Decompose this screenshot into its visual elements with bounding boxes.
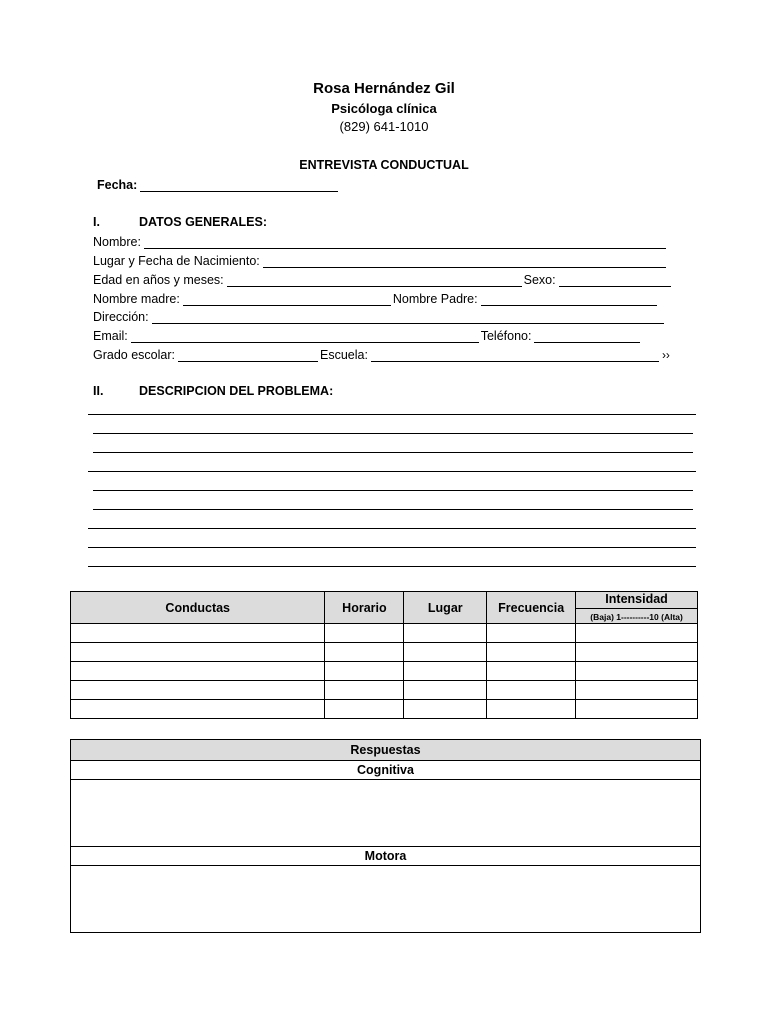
section-datos-generales	[93, 215, 267, 229]
col-frecuencia: Frecuencia	[487, 592, 576, 624]
sexo-label: Sexo:	[523, 273, 556, 287]
table-cell[interactable]	[576, 624, 698, 643]
problem-line[interactable]	[88, 471, 696, 472]
col-intensidad	[576, 592, 698, 624]
table-row	[71, 662, 698, 681]
cognitiva-box[interactable]	[71, 780, 701, 847]
email-label: Email:	[93, 329, 128, 343]
nombre-padre-label: Nombre Padre:	[392, 292, 478, 306]
section-2-title: DESCRIPCION DEL PROBLEMA:	[139, 384, 334, 398]
table-cell[interactable]	[71, 700, 325, 719]
section-2-number: II.	[93, 384, 104, 398]
fecha-field[interactable]	[140, 179, 338, 192]
problem-line[interactable]	[93, 490, 693, 491]
table-row	[71, 681, 698, 700]
table-cell[interactable]	[487, 681, 576, 700]
table-cell[interactable]	[404, 643, 487, 662]
table-cell[interactable]	[576, 643, 698, 662]
trailing-mark: ››	[661, 348, 670, 362]
behavior-table-header	[71, 592, 698, 624]
psychologist-phone: (829) 641-1010	[339, 119, 429, 134]
table-cell[interactable]	[487, 700, 576, 719]
problem-line[interactable]	[88, 547, 696, 548]
grado-field[interactable]	[178, 349, 318, 362]
table-cell[interactable]	[325, 643, 404, 662]
escolar-row	[93, 346, 670, 362]
intensidad-scale: (Baja) 1----------10 (Alta)	[576, 608, 697, 623]
email-field[interactable]	[131, 330, 479, 343]
problem-line[interactable]	[93, 509, 693, 510]
behavior-table	[70, 591, 698, 719]
psychologist-name: Rosa Hernández Gil	[313, 80, 455, 97]
motora-label: Motora	[71, 847, 701, 866]
nombre-field[interactable]	[144, 236, 666, 249]
escuela-field[interactable]	[371, 349, 659, 362]
email-telefono-row	[93, 327, 642, 343]
problem-line[interactable]	[93, 433, 693, 434]
telefono-field[interactable]	[534, 330, 640, 343]
nombre-madre-field[interactable]	[183, 293, 391, 306]
table-cell[interactable]	[325, 700, 404, 719]
table-row	[71, 643, 698, 662]
intensidad-title: Intensidad	[605, 592, 668, 606]
problem-line[interactable]	[88, 566, 696, 567]
table-cell[interactable]	[404, 681, 487, 700]
motora-box[interactable]	[71, 866, 701, 933]
table-cell[interactable]	[487, 624, 576, 643]
telefono-label: Teléfono:	[480, 329, 532, 343]
direccion-field[interactable]	[152, 311, 664, 324]
fecha-label: Fecha:	[97, 178, 138, 192]
table-cell[interactable]	[404, 700, 487, 719]
section-1-title: DATOS GENERALES:	[139, 215, 268, 229]
table-cell[interactable]	[71, 624, 325, 643]
col-conductas: Conductas	[71, 592, 325, 624]
escuela-label: Escuela:	[319, 348, 368, 362]
edad-sexo-row	[93, 271, 673, 287]
edad-label: Edad en años y meses:	[93, 273, 224, 287]
nombre-label: Nombre:	[93, 235, 141, 249]
lugar-fecha-field[interactable]	[263, 255, 666, 268]
table-cell[interactable]	[576, 700, 698, 719]
fecha-row	[97, 176, 340, 192]
nombre-row	[93, 233, 668, 249]
sexo-field[interactable]	[559, 274, 671, 287]
table-cell[interactable]	[487, 662, 576, 681]
table-cell[interactable]	[71, 681, 325, 700]
section-1-number: I.	[93, 215, 100, 229]
direccion-label: Dirección:	[93, 310, 149, 324]
table-cell[interactable]	[576, 662, 698, 681]
problem-line[interactable]	[93, 452, 693, 453]
problem-line[interactable]	[88, 414, 696, 415]
col-lugar: Lugar	[404, 592, 487, 624]
table-row	[71, 700, 698, 719]
document-title: ENTREVISTA CONDUCTUAL	[299, 158, 469, 172]
nombre-padre-field[interactable]	[481, 293, 657, 306]
table-cell[interactable]	[576, 681, 698, 700]
responses-table	[70, 739, 701, 933]
direccion-row	[93, 308, 666, 324]
grado-label: Grado escolar:	[93, 348, 175, 362]
psychologist-role: Psicóloga clínica	[331, 101, 437, 116]
table-cell[interactable]	[404, 662, 487, 681]
table-cell[interactable]	[325, 624, 404, 643]
problem-line[interactable]	[88, 528, 696, 529]
table-cell[interactable]	[71, 643, 325, 662]
table-cell[interactable]	[487, 643, 576, 662]
nombre-madre-label: Nombre madre:	[93, 292, 180, 306]
table-cell[interactable]	[404, 624, 487, 643]
table-cell[interactable]	[71, 662, 325, 681]
table-row	[71, 624, 698, 643]
table-cell[interactable]	[325, 681, 404, 700]
respuestas-title: Respuestas	[71, 740, 701, 761]
padres-row	[93, 290, 659, 306]
cognitiva-label: Cognitiva	[71, 761, 701, 780]
table-cell[interactable]	[325, 662, 404, 681]
lugar-fecha-row	[93, 252, 668, 268]
col-horario: Horario	[325, 592, 404, 624]
edad-field[interactable]	[227, 274, 522, 287]
section-descripcion-problema	[93, 384, 333, 398]
lugar-fecha-label: Lugar y Fecha de Nacimiento:	[93, 254, 260, 268]
